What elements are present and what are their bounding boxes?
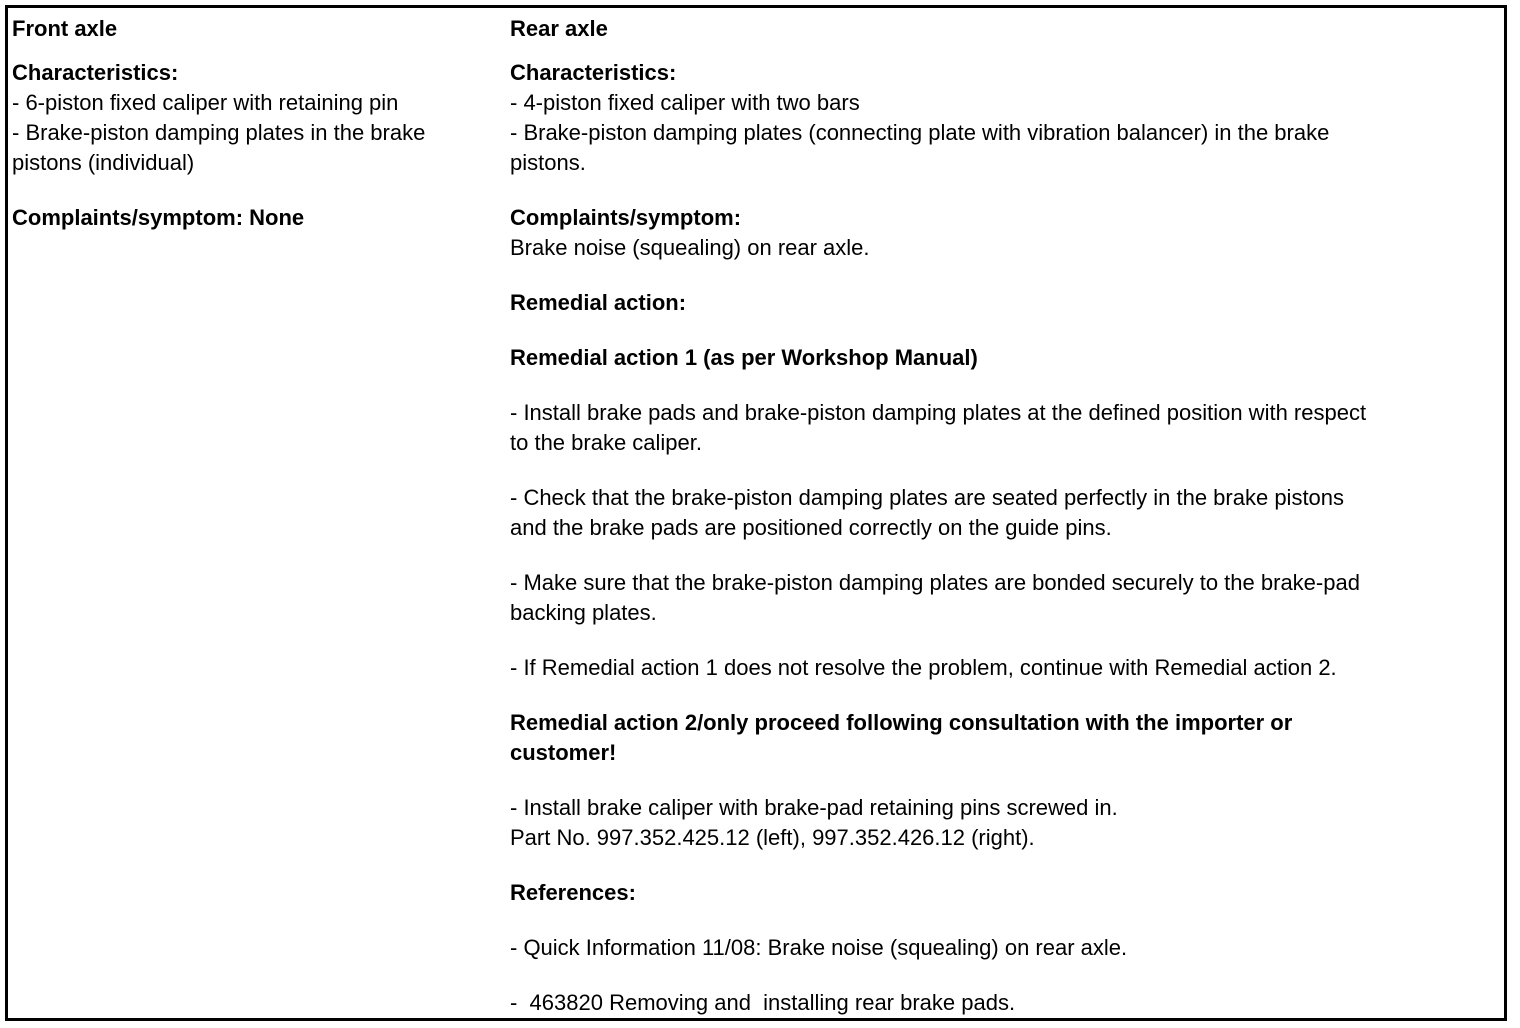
rear-characteristic-line: pistons.	[510, 150, 586, 175]
remedial-step-line: to the brake caliper.	[510, 430, 703, 455]
remedial-action-1-label-block	[510, 343, 1500, 373]
front-characteristics-label: Characteristics:	[12, 60, 179, 85]
reference-item	[510, 933, 1500, 963]
rear-characteristic-line: - 4-piston fixed caliper with two bars	[510, 90, 860, 115]
reference-item	[510, 988, 1500, 1018]
remedial-action-2-label: Remedial action 2/only proceed following consultation with the importer or	[510, 710, 1293, 735]
rear-complaints-text: Brake noise (squealing) on rear axle.	[510, 235, 870, 260]
rear-characteristic-line: - Brake-piston damping plates (connecting plate with vibration balancer) in the brake	[510, 120, 1330, 145]
remedial-action-label-block	[510, 288, 1500, 318]
remedial-step	[510, 483, 1500, 543]
front-characteristic-line: - 6-piston fixed caliper with retaining pin	[12, 90, 399, 115]
references-label: References:	[510, 880, 636, 905]
remedial-step-line: - Install brake pads and brake-piston damping plates at the defined position with respect	[510, 400, 1367, 425]
front-characteristics	[12, 58, 498, 178]
remedial-action-2-steps	[510, 793, 1500, 853]
front-complaints	[12, 203, 498, 233]
remedial-action-2-label: customer!	[510, 740, 617, 765]
front-characteristic-line: - Brake-piston damping plates in the brake	[12, 120, 426, 145]
remedial-action-2-label-block	[510, 708, 1500, 768]
rear-characteristics	[510, 58, 1500, 178]
remedial-step-line: - Make sure that the brake-piston damping plates are bonded securely to the brake-pad	[510, 570, 1360, 595]
front-axle-heading: Front axle	[12, 16, 118, 41]
remedial-step-line: backing plates.	[510, 600, 657, 625]
front-characteristic-line: pistons (individual)	[12, 150, 195, 175]
rear-characteristics-label: Characteristics:	[510, 60, 677, 85]
reference-line: - Quick Information 11/08: Brake noise (squealing) on rear axle.	[510, 935, 1128, 960]
remedial-step	[510, 653, 1500, 683]
remedial-step-line: - If Remedial action 1 does not resolve the problem, continue with Remedial action 2.	[510, 655, 1337, 680]
rear-complaints-label: Complaints/symptom:	[510, 205, 742, 230]
front-complaints-label: Complaints/symptom: None	[12, 205, 305, 230]
rear-axle-heading: Rear axle	[510, 16, 608, 41]
part-number-line: Part No. 997.352.425.12 (left), 997.352.426.12 (right).	[510, 825, 1035, 850]
document-frame	[5, 5, 1507, 1021]
remedial-step	[510, 398, 1500, 458]
remedial-step-line: - Check that the brake-piston damping plates are seated perfectly in the brake pistons	[510, 485, 1345, 510]
remedial-step-line: and the brake pads are positioned correctly on the guide pins.	[510, 515, 1112, 540]
remedial-action-label: Remedial action:	[510, 290, 687, 315]
remedial-action-1-label: Remedial action 1 (as per Workshop Manual)	[510, 345, 978, 370]
references-label-block	[510, 878, 1500, 908]
remedial-step-line: - Install brake caliper with brake-pad retaining pins screwed in.	[510, 795, 1118, 820]
rear-complaints	[510, 203, 1500, 263]
reference-line: - 463820 Removing and installing rear brake pads.	[510, 990, 1016, 1015]
remedial-step	[510, 568, 1500, 628]
